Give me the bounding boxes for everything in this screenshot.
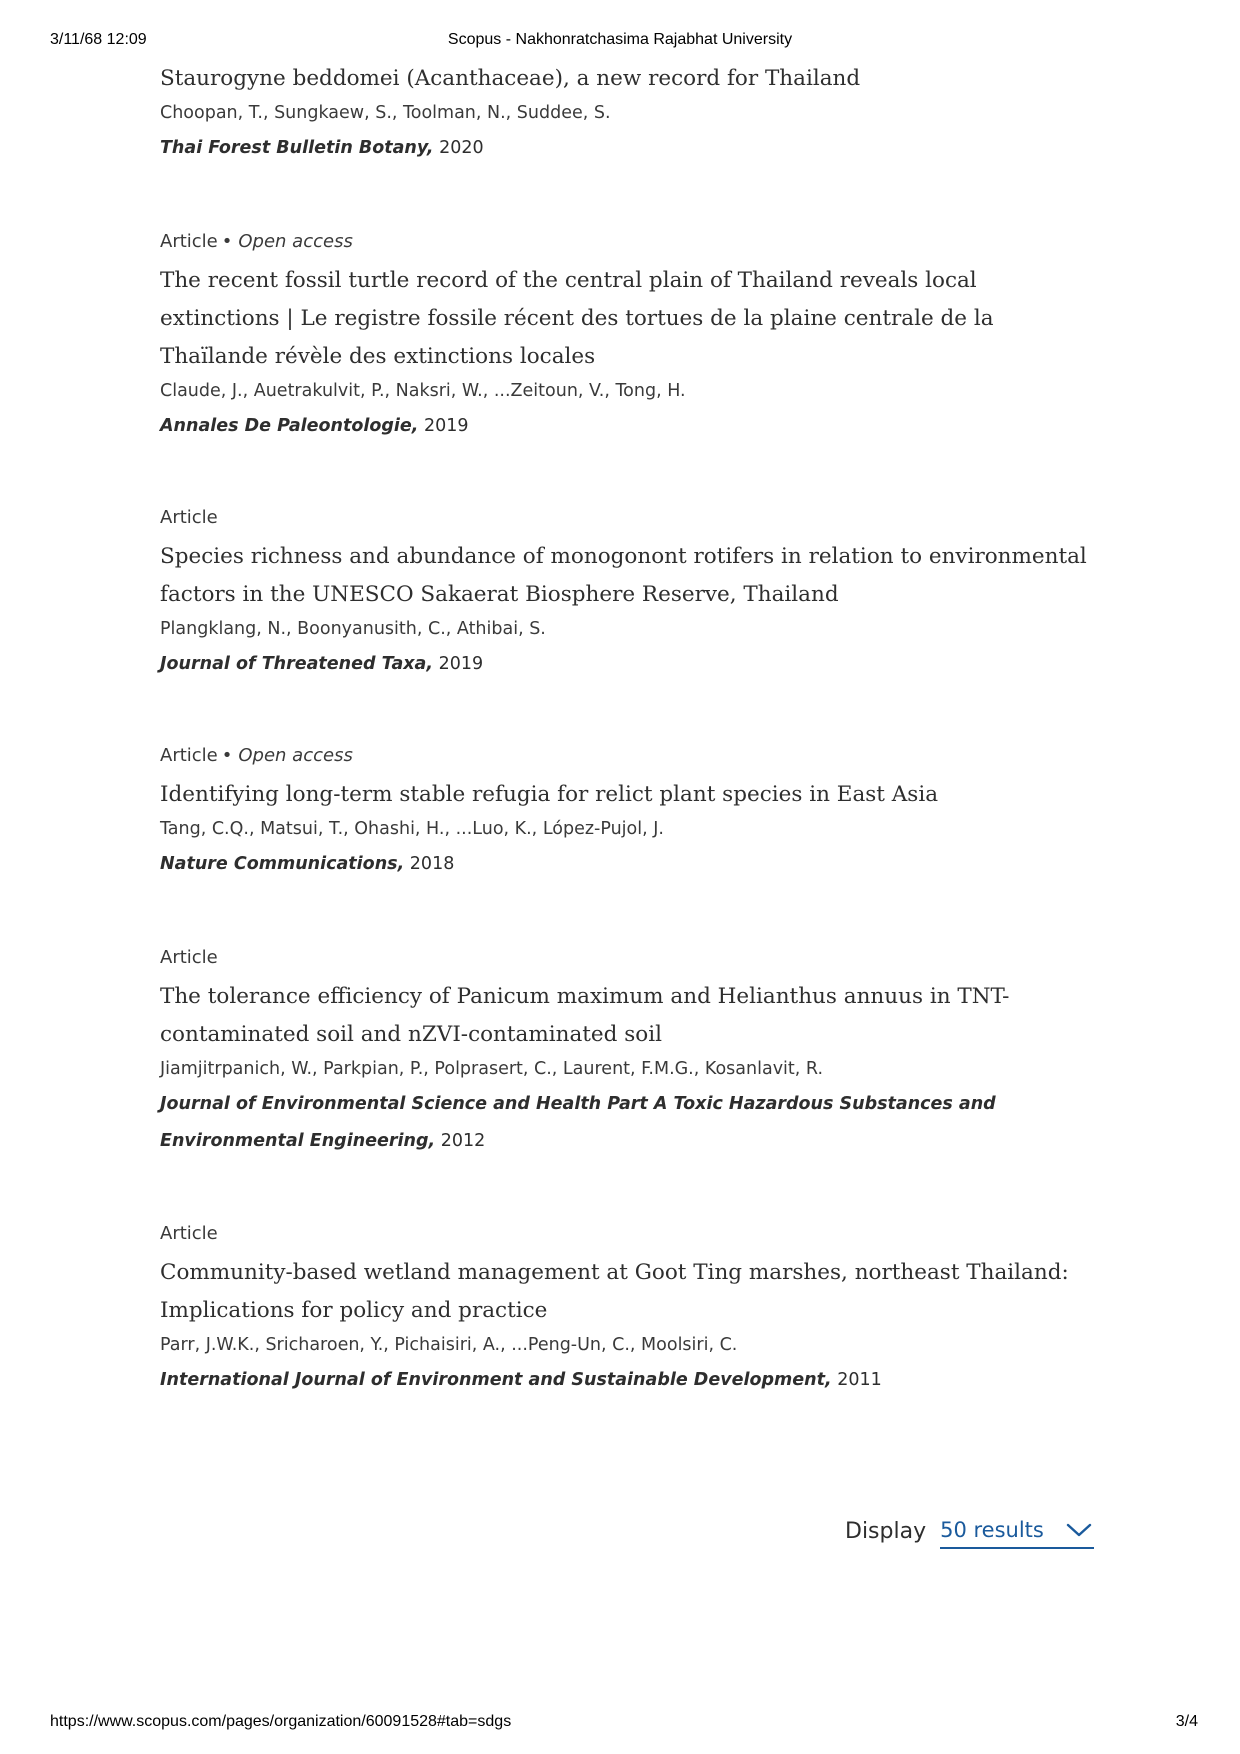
document-year: 2019: [438, 654, 484, 674]
document-source: [160, 408, 1090, 445]
document-item: [160, 1220, 1090, 1420]
document-journal[interactable]: Nature Communications,: [160, 854, 405, 874]
print-header: [0, 31, 1240, 53]
document-title[interactable]: Community-based wetland management at Goot Ting marshes, northeast Thailand: Implications for policy and practice: [160, 1260, 1069, 1323]
open-access-label: Open access: [238, 231, 353, 252]
chevron-down-icon: [1066, 1522, 1092, 1538]
document-journal[interactable]: Thai Forest Bulletin Botany,: [160, 138, 434, 158]
document-source: [160, 646, 1090, 683]
document-list: [160, 60, 1090, 1420]
document-authors: Jiamjitrpanich, W., Parkpian, P., Polprasert, C., Laurent, F.M.G., Kosanlavit, R.: [160, 1059, 824, 1079]
document-meta: [160, 228, 1090, 256]
document-type: Article: [160, 745, 218, 766]
document-authors: Choopan, T., Sungkaew, S., Toolman, N., Suddee, S.: [160, 103, 611, 123]
results-per-page-control: [845, 1513, 1094, 1549]
document-item: [160, 60, 1090, 228]
print-datetime: 3/11/68 12:09: [50, 31, 147, 48]
open-access-label: Open access: [238, 745, 353, 766]
document-year: 2020: [439, 138, 484, 158]
document-type: Article: [160, 231, 218, 252]
document-year: 2012: [440, 1131, 486, 1151]
document-item: [160, 228, 1090, 504]
results-per-page-select[interactable]: [940, 1513, 1094, 1549]
document-meta: [160, 742, 1090, 770]
document-title[interactable]: The recent fossil turtle record of the central plain of Thailand reveals local extinctions | Le registre fossile récent des tortues de la plaine centrale de la Thaïlande révèle des extinctions locales: [160, 268, 994, 369]
document-journal[interactable]: Annales De Paleontologie,: [160, 416, 419, 436]
results-per-page-value: 50 results: [940, 1518, 1044, 1542]
document-year: 2018: [409, 854, 455, 874]
document-type: Article: [160, 507, 218, 528]
document-type: Article: [160, 947, 218, 968]
document-type: Article: [160, 1223, 218, 1244]
print-url: https://www.scopus.com/pages/organization/60091528#tab=sdgs: [50, 1713, 512, 1730]
document-authors: Parr, J.W.K., Sricharoen, Y., Pichaisiri, A., ...Peng-Un, C., Moolsiri, C.: [160, 1335, 738, 1355]
document-authors: Tang, C.Q., Matsui, T., Ohashi, H., ...Luo, K., López-Pujol, J.: [160, 819, 664, 839]
print-footer: [0, 1713, 1240, 1735]
document-meta: [160, 504, 1090, 532]
document-authors: Claude, J., Auetrakulvit, P., Naksri, W., ...Zeitoun, V., Tong, H.: [160, 381, 686, 401]
document-meta: [160, 1220, 1090, 1248]
document-item: [160, 944, 1090, 1220]
document-title[interactable]: Identifying long-term stable refugia for relict plant species in East Asia: [160, 782, 939, 807]
document-source: [160, 846, 1090, 883]
bullet-separator: •: [221, 231, 233, 252]
document-source: [160, 130, 1090, 167]
bullet-separator: •: [221, 745, 233, 766]
document-authors: Plangklang, N., Boonyanusith, C., Athibai, S.: [160, 619, 546, 639]
document-journal[interactable]: International Journal of Environment and Sustainable Development,: [160, 1370, 832, 1390]
document-item: [160, 742, 1090, 944]
document-item: [160, 504, 1090, 742]
document-title[interactable]: Staurogyne beddomei (Acanthaceae), a new record for Thailand: [160, 66, 861, 91]
document-year: 2011: [837, 1370, 882, 1390]
document-journal[interactable]: Journal of Threatened Taxa,: [160, 654, 434, 674]
document-source: [160, 1086, 1090, 1160]
document-title[interactable]: Species richness and abundance of monogonont rotifers in relation to environmental factors in the UNESCO Sakaerat Biosphere Reserve, Thailand: [160, 544, 1087, 607]
document-source: [160, 1362, 1090, 1399]
document-meta: [160, 944, 1090, 972]
display-label: Display: [845, 1518, 927, 1544]
print-page-number: 3/4: [1175, 1713, 1198, 1730]
document-title[interactable]: The tolerance efficiency of Panicum maximum and Helianthus annuus in TNT-contaminated soil and nZVI-contaminated soil: [160, 984, 1010, 1047]
document-journal[interactable]: Journal of Environmental Science and Health Part A Toxic Hazardous Substances and Environmental Engineering,: [160, 1094, 996, 1151]
print-page-title: Scopus - Nakhonratchasima Rajabhat University: [447, 31, 793, 48]
document-year: 2019: [424, 416, 469, 436]
